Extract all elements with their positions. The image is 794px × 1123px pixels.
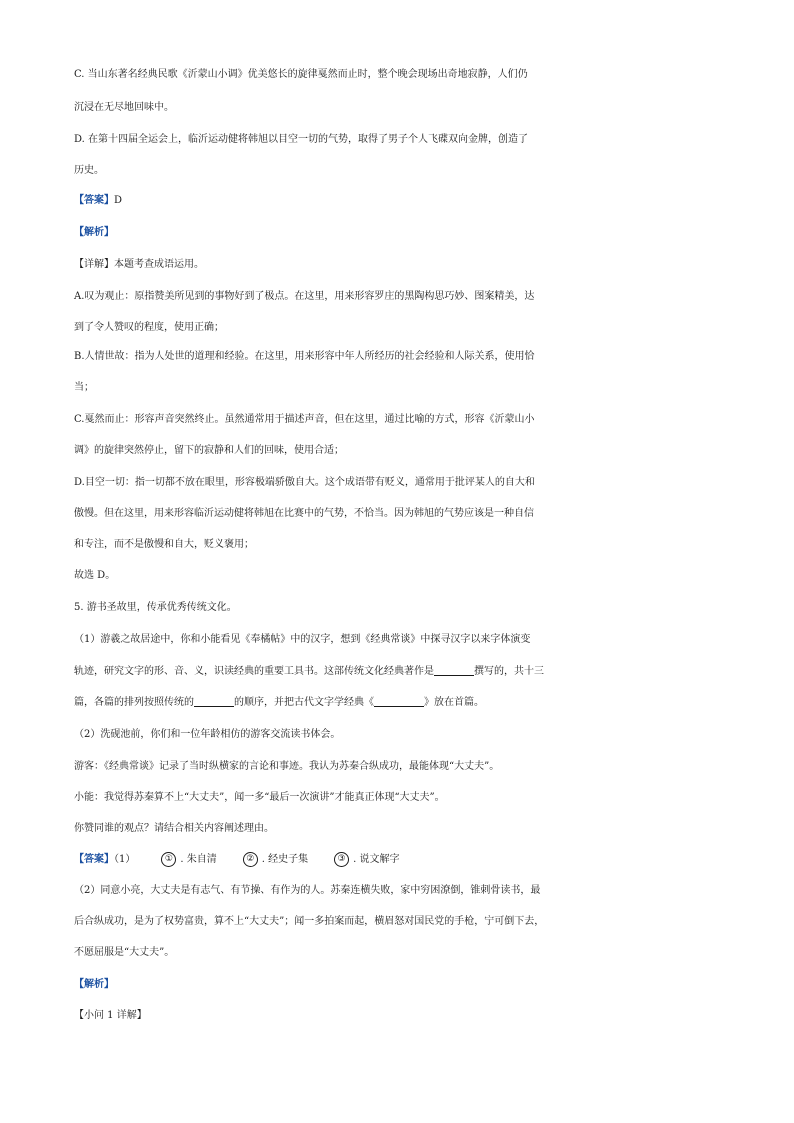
conclusion-line: 故选 D。 [74,570,116,581]
q5-part2-question: 你赞同谁的观点？请结合相关内容阐述理由。 [74,823,274,834]
q5-part1-text-e: 》放在首篇。 [424,697,484,708]
answer-row-q4 [74,191,734,211]
fill-blank-1[interactable] [434,661,474,676]
q5-part1-line-3 [74,692,734,712]
detail-d-line-3: 和专注，而不是傲慢和自大，贬义褒用； [74,539,254,550]
answer-part1-label: （1） [114,854,136,865]
detail-c-line-1: C.戛然而止：形容声音突然终止。虽然通常用于描述声音，但在这里，通过比喻的方式，形容《沂蒙山小 [74,414,535,425]
option-d-line-2: 历史。 [74,165,104,176]
fill-blank-2[interactable] [194,692,234,707]
detail-b-line-1: B.人情世故：指为人处世的道理和经验。在这里，用来形容中年人所经历的社会经验和人际关系，使用恰 [74,351,535,362]
circled-number-1: ① [161,852,176,867]
q5-part2-xiaoneng: 小能：我觉得苏秦算不上“大丈夫”，闻一多“最后一次演讲”才能真正体现“大丈夫”。 [74,792,445,803]
q5-part1-text-c: 篇，各篇的排列按照传统的 [74,697,194,708]
fill-blank-3[interactable] [374,692,424,707]
answer-item-3: . 说文解字 [353,854,400,865]
detail-a-line-2: 到了令人赞叹的程度，使用正确； [74,322,224,333]
detail-a-line-1: A.叹为观止：原指赞美所见到的事物好到了极点。在这里，用来形容罗庄的黑陶构思巧妙、图案精美，达 [74,291,535,302]
answer-part2-line-1: （2）同意小亮，大丈夫是有志气、有节操、有作为的人。苏秦连横失败，家中穷困潦倒，锥刺骨读书，最 [74,885,541,896]
option-c-line-1: C. 当山东著名经典民歌《沂蒙山小调》优美悠长的旋律戛然而止时，整个晚会现场出奇地寂静，人们仍 [74,69,528,80]
analysis-label-q5: 【解析】 [74,979,114,990]
option-d-line-1: D. 在第十四届全运会上，临沂运动健将韩旭以目空一切的气势，取得了男子个人飞碟双向金牌，创造了 [74,134,529,145]
q5-part1-line-1: （1）游羲之故居途中，你和小能看见《奉橘帖》中的汉字，想到《经典常谈》中探寻汉字以来字体演变 [74,634,531,645]
answer-row-q5 [74,850,734,870]
q5-part1-text-a: 轨迹，研究文字的形、音、义，识读经典的重要工具书。这部传统文化经典著作是 [74,666,434,677]
sub-question-1-detail: 【小问 1 详解】 [74,1010,147,1021]
detail-d-line-2: 傲慢。但在这里，用来形容临沂运动健将韩旭在比赛中的气势，不恰当。因为韩旭的气势应该是一种自信 [74,508,534,519]
answer-item-2: . 经史子集 [261,854,309,865]
q5-part2-tourist: 游客：《经典常谈》记录了当时纵横家的言论和事迹。我认为苏秦合纵成功，最能体现“大丈夫”。 [74,761,500,772]
answer-item-1: . 朱自清 [180,854,217,865]
answer-part2-line-2: 后合纵成功，是为了权势富贵，算不上“大丈夫”；闻一多拍案而起，横眉怒对国民党的手枪，宁可倒下去， [74,916,545,927]
answer-value: D [114,195,123,206]
answer-label-q5: 【答案】 [74,854,114,865]
answer-label: 【答案】 [74,195,114,206]
option-c-line-2: 沉浸在无尽地回味中。 [74,102,174,113]
detail-intro: 【详解】本题考查成语运用。 [74,259,204,270]
q5-part1-line-2 [74,661,734,681]
q5-part2-line-1: （2）洗砚池前，你们和一位年龄相仿的游客交流读书体会。 [74,729,341,740]
analysis-label: 【解析】 [74,227,114,238]
q5-part1-text-b: 撰写的，共十三 [474,666,544,677]
detail-b-line-2: 当； [74,382,94,393]
detail-c-line-2: 调》的旋律突然停止，留下的寂静和人们的回味，使用合适； [74,445,344,456]
q5-part1-text-d: 的顺序，并把古代文字学经典《 [234,697,374,708]
answer-part2-line-3: 不愿屈服是“大丈夫”。 [74,947,175,958]
question-5-title: 5. 游书圣故里，传承优秀传统文化。 [74,602,237,613]
circled-number-3: ③ [334,852,349,867]
detail-d-line-1: D.目空一切：指一切都不放在眼里，形容极端骄傲自大。这个成语带有贬义，通常用于批评某人的自大和 [74,477,535,488]
circled-number-2: ② [243,852,258,867]
